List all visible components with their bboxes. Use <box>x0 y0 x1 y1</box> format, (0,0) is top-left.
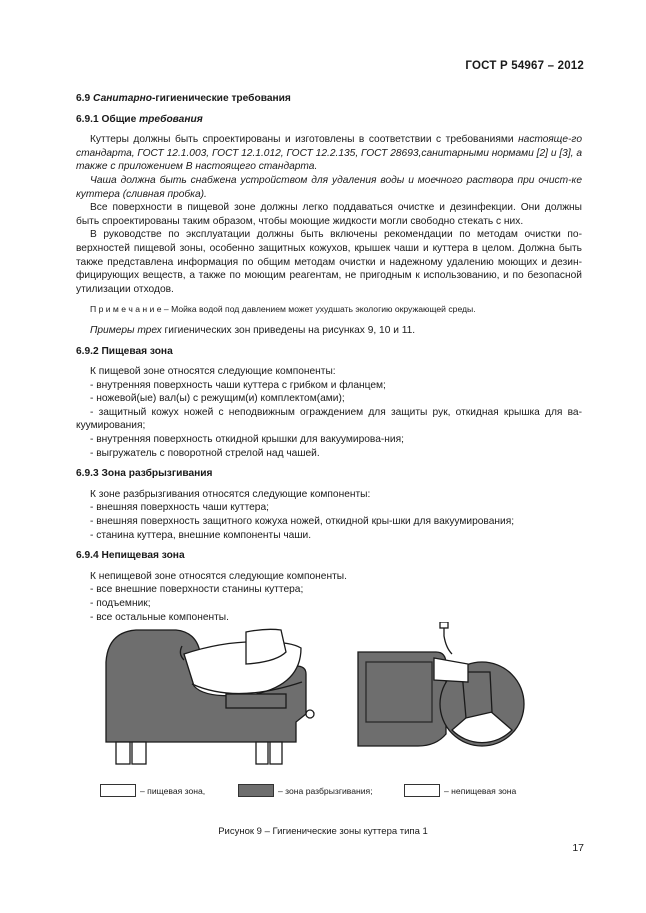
leg <box>132 742 146 764</box>
legend-swatch-food <box>100 784 136 797</box>
hood-arm <box>434 658 468 682</box>
paragraph-drain: Чаша должна быть снабжена устройством для удаления воды и моечного раствора при очист-ке куттера (сливная пробка). <box>76 174 582 200</box>
legend-food-zone: – пищевая зона, <box>100 784 205 797</box>
splash-zone-intro: К зоне разбрызгивания относятся следующие компоненты: <box>90 488 371 500</box>
figure-9-cutter-illustration <box>96 622 536 772</box>
legend-splash-zone: – зона разбрызгивания; <box>238 784 373 797</box>
document-body <box>76 92 582 624</box>
legend-nonfood-zone: – непищевая зона <box>404 784 516 797</box>
leg <box>256 742 268 764</box>
section-6-9-heading: 6.9 Санитарно-гигиенические требования <box>76 93 291 104</box>
food-zone-list <box>76 379 582 461</box>
list-item: - подъемник; <box>90 598 151 609</box>
list-item: - все внешние поверхности станины куттера; <box>90 584 304 596</box>
section-6-9-3-heading: 6.9.3 Зона разбрызгивания <box>76 468 213 480</box>
cutter-side-view <box>106 629 314 764</box>
list-item: - выгружатель с поворотной стрелой над чашей. <box>90 447 320 459</box>
list-item: - ножевой(ые) вал(ы) с режущим(и) комплектом(ами); <box>90 393 345 405</box>
legend-swatch-nonfood <box>404 784 440 797</box>
legend-swatch-splash <box>238 784 274 797</box>
section-6-9-4-heading: 6.9.4 Непищевая зона <box>76 550 185 562</box>
paragraph-manual: В руководстве по эксплуатации должны быть включены рекомендации по методам очистки по-верхностей пищевой зоны, особенно защитных кожухов, крышек чаши и куттера в целом. Должна быть также представлена информация по общим методам очистки и надежному удалению моющих и дезин-фицирующих веществ, а также по моющим реагентам, не пригодным к использованию, и по безопасной утилизации отходов. <box>76 229 582 295</box>
food-zone-intro: К пищевой зоне относятся следующие компоненты: <box>90 366 336 378</box>
control-knob <box>306 710 314 718</box>
inner-tray <box>366 662 432 722</box>
figure-caption: Рисунок 9 – Гигиенические зоны куттера типа 1 <box>218 826 428 837</box>
list-item: - станина куттера, внешние компоненты чаши. <box>90 529 312 541</box>
leg <box>270 742 282 764</box>
leg <box>116 742 130 764</box>
page-number: 17 <box>572 842 584 854</box>
plug <box>440 622 448 628</box>
paragraph-requirements: Куттеры должны быть спроектированы и изготовлены в соответствии с требованиями настояще-го стандарта, ГОСТ 12.1.003, ГОСТ 12.1.012, ГОСТ 12.2.135, ГОСТ 28693,санитарными нормами [2] и [3], а также с приложением В настоящего стандарта. <box>76 134 582 173</box>
list-item: - внутренняя поверхность откидной крышки для вакуумирова-ния; <box>90 434 404 446</box>
section-6-9-1-heading: 6.9.1 Общие требования <box>76 113 203 125</box>
list-item: - внешняя поверхность защитного кожуха ножей, откидной кры-шки для вакуумирования; <box>90 516 515 528</box>
document-id: ГОСТ Р 54967 – 2012 <box>465 60 584 72</box>
paragraph-examples: Примеры трех гигиенических зон приведены на рисунках 9, 10 и 11. <box>90 324 416 336</box>
bowl-base <box>226 694 286 708</box>
section-6-9-2-heading: 6.9.2 Пищевая зона <box>76 345 173 357</box>
note: П р и м е ч а н и е – Мойка водой под давлением может ухудшать экологию окружающей среды. <box>90 304 476 315</box>
list-item: - внутренняя поверхность чаши куттера с грибком и фланцем; <box>90 379 386 391</box>
figure-legend <box>100 784 560 802</box>
list-item: - защитный кожух ножей с неподвижным ограждением для защиты рук, откидная крышка для ва-куумирования; <box>76 406 582 432</box>
cutter-top-view <box>358 622 524 746</box>
list-item: - внешняя поверхность чаши куттера; <box>90 502 269 514</box>
list-item: - все остальные компоненты. <box>90 611 229 623</box>
splash-zone-list <box>76 501 582 542</box>
nonfood-zone-list <box>76 583 582 624</box>
paragraph-food-zone-surfaces: Все поверхности в пищевой зоне должны легко поддаваться очистке и дезинфекции. Они должны быть спроектированы таким образом, чтобы моющие жидкости могли свободно стекать с них. <box>76 202 582 227</box>
nonfood-zone-intro: К непищевой зоне относятся следующие компоненты. <box>90 570 347 582</box>
